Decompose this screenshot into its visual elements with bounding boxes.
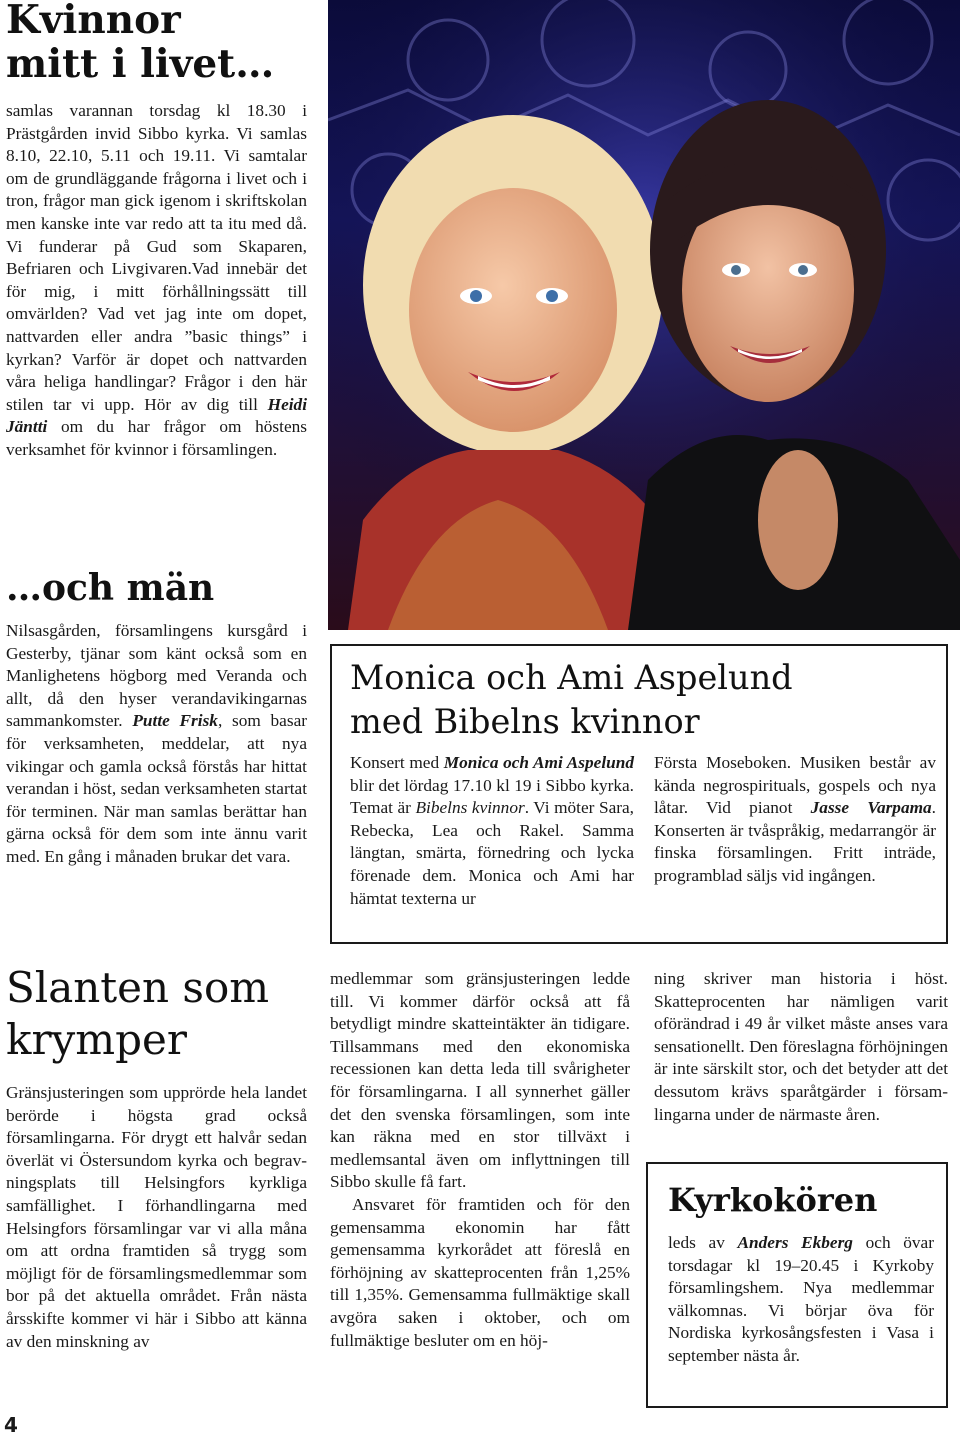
kvinnor-title-line2: mitt i livet… <box>6 41 275 87</box>
kvinnor-body: samlas varannan torsdag kl 18.30 i Prästgården invid Sibbo kyrka. Vi samlas 8.10, 22.10, 5.11 och 19.11. Vi samtalar om de grundläggande frågorna i livet och i tron, frågor man gick igenom i skriftskolan men kanske inte var redo att ta itu med då. Vi funderar på Gud som Skaparen, Befriaren och Livgivaren.Vad innebär det för mig, i mitt förhållningssätt till omvärlden? Vad vet jag inte om dopet, nattvarden eller andra ”basic things” i kyrkan? Varför är dopet och nattvarden våra heliga handlingar? Frågor i den här stilen tar vi upp. Hör av dig till Heidi Jäntti om du har frågor om höstens verksamhet för kvinnor i församlingen. <box>6 101 307 459</box>
aspelund-photo <box>328 0 960 630</box>
konsert-title: Monica och Ami Aspelund med Bibelns kvinnor <box>350 658 793 741</box>
kvinnor-contact-person: Heidi Jäntti <box>6 394 307 437</box>
photo-illustration <box>328 0 960 630</box>
kyrkokoren-title: Kyrkokören <box>668 1181 878 1219</box>
slanten-col-2: medlemmar som gränsjusteringen ledde till. Vi kommer därför också att få betydligt mindre skatteintäkter än tidigare. Tillsammans med den ekonomiska recessionen kan detta leda till svårigheter för församlingarna. I all synnerhet gäller det den svenska församlingen, som inte kan räkna med en stor tillväxt i medlemsantal även om inflyttningen till Sibbo skulle få fart. Ansvaret för framtiden och för den gemensamma ekonomin har fått gemensamma kyrkorådet att föreslå en förhöjning av skatteprocenten från 1,25% till 1,35%. Gemensamma fullmäktige skall avgöra saken i oktober, och om fullmäktige besluter om en höj- <box>330 969 630 1350</box>
man-body: Nilsasgården, församlingens kursgård i Gesterby, tjänar som känt också som en Manlighetens högborg med Veranda och allt, då den hyser verandavikingarnas sammankomster. Putte Frisk, som basar för verksamheten, meddelar, att nya vikingar och gamla också förstås har hittat verandan i höst, sedan verksamheten startat för terminen. När man samlas berättar han gärna också för dem som inte ännu varit med. En gång i månaden brukar det vara. <box>6 621 307 866</box>
slanten-col-3: ning skriver man historia i höst. Skatteprocenten har nämligen varit oförändrad i 49 år vilket måste anses vara sensationellt. Den föreslagna förhöjningen är inte särskilt stor, och det betyder att det dessutom krävs sparåtgärder i församlingarna under de närmaste åren. <box>654 969 948 1124</box>
kyrkokoren-body: leds av Anders Ekberg och övar torsdagar kl 19–20.45 i Kyrkoby församlingshem. Nya medlemmar välkomnas. Vi börjar öva för Nordiska kyrkosångsfesten i Vasa i september nästa år. <box>668 1233 934 1365</box>
konsert-pianist: Jasse Varpama <box>810 798 932 818</box>
konsert-col-2: Första Moseboken. Musiken består av kända negrospirituals, gospels och nya låtar. Vid pianot Jasse Varpama. Konserten är tvåspråkig, medarrangör är finska församlingen. Fritt inträde, programblad säljs vid ingången. <box>654 753 936 885</box>
kyrkokoren-box <box>646 1162 948 1408</box>
man-title: …och män <box>6 567 215 609</box>
konsert-theme: Bibelns kvinnor <box>415 798 525 818</box>
konsert-col-1: Konsert med Monica och Ami Aspelund blir det lördag 17.10 kl 19 i Sibbo kyrka. Temat är Bibelns kvinnor. Vi möter Sara, Rebecka, Lea och Rakel. Samma längtan, smärta, förnedring och lycka förenade dem. Monica och Ami har hämtat texterna ur <box>350 753 634 908</box>
kyrkokoren-leader: Anders Ekberg <box>737 1233 853 1252</box>
slanten-col-1: Gränsjusteringen som upprörde hela landet berörde i högsta grad också församlingarna. För drygt ett halvår sedan överlät vi Östersundom kyrka och begravningsplats till Helsingfors kyrkliga samfällighet. I förhandlingarna med Helsingfors församlingar var vi alla måna om att ordna framtiden så trygg som möjligt för de församlingsmedlemmar som bor på det aktuella området. Från nästa årsskifte kommer vi här i Sibbo att känna av den minskning av <box>6 1083 307 1351</box>
konsert-performers: Monica och Ami Aspelund <box>443 753 634 772</box>
page-number: 4 <box>4 1413 18 1437</box>
man-contact-person: Putte Frisk <box>132 711 218 731</box>
kvinnor-title-line1: Kvinnor <box>6 0 181 43</box>
kvinnor-title <box>6 0 316 86</box>
konsert-box <box>330 644 948 944</box>
slanten-title: Slanten som krymper <box>6 963 270 1064</box>
